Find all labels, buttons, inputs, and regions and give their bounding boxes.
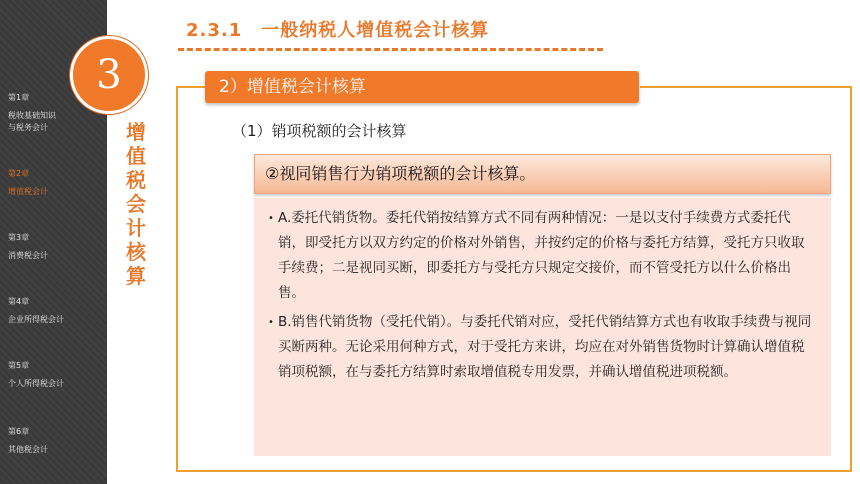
section-title: 2.3.1 一般纳税人增值税会计核算 [186, 20, 490, 41]
sidebar-item-chapter-5[interactable] [8, 360, 64, 390]
sidebar-item-chapter-3[interactable] [8, 232, 48, 262]
subheading: （1）销项税额的会计核算 [232, 122, 407, 140]
vertical-chapter-title [124, 120, 148, 288]
sidebar-item-chapter-1[interactable] [8, 92, 56, 134]
frame-top-left-border [176, 86, 206, 88]
paragraph-b [268, 310, 817, 385]
bullet-icon: • [268, 213, 274, 224]
chapter-name: 企业所得税会计 [8, 315, 64, 324]
chapter-badge [70, 36, 148, 114]
vertical-title-char: 税 [126, 168, 146, 192]
chapter-name: 其他税会计 [8, 445, 48, 454]
section-ribbon: 2）增值税会计核算 [205, 71, 639, 103]
chapter-name: 与税务会计 [8, 123, 48, 132]
sidebar-item-chapter-4[interactable] [8, 296, 64, 326]
chapter-badge-number: 3 [96, 52, 122, 98]
vertical-title-char: 核 [126, 240, 146, 264]
chapter-name: 个人所得税会计 [8, 379, 64, 388]
chapter-number: 第3章 [8, 233, 30, 242]
paragraph-a [268, 206, 817, 306]
frame-top-right-border [640, 86, 850, 88]
chapter-number: 第4章 [8, 297, 30, 306]
chapter-number: 第5章 [8, 361, 30, 370]
bullet-icon: • [268, 317, 274, 328]
chapter-name: 税收基础知识 [8, 111, 56, 120]
chapter-name: 消费税会计 [8, 251, 48, 260]
chapter-number: 第6章 [8, 427, 30, 436]
title-dashed-underline [178, 48, 603, 51]
paragraph-text: B.销售代销货物（受托代销）。与委托代销对应，受托代销结算方式也有收取手续费与视同买断两种。无论采用何种方式，对于受托方来讲，均应在对外销售货物时计算确认增值税销项税额，在与委托方结算时索取增值税专用发票，并确认增值税进项税额。 [278, 314, 812, 380]
vertical-title-char: 增 [126, 120, 146, 144]
vertical-title-char: 计 [126, 216, 146, 240]
sidebar-item-chapter-2[interactable] [8, 168, 48, 198]
paragraph-text: A.委托代销货物。委托代销按结算方式不同有两种情况：一是以支付手续费方式委托代销，即受托方以双方约定的价格对外销售，并按约定的价格与委托方结算，受托方只收取手续费；二是视同买断，即委托方与受托方只规定交接价，而不管受托方以什么价格出售。 [278, 210, 805, 301]
chapter-number: 第1章 [8, 93, 30, 102]
vertical-title-char: 算 [126, 264, 146, 288]
vertical-title-char: 值 [126, 144, 146, 168]
chapter-name: 增值税会计 [8, 187, 48, 196]
content-header: ②视同销售行为销项税额的会计核算。 [254, 154, 831, 194]
sidebar-item-chapter-6[interactable] [8, 426, 48, 456]
chapter-number: 第2章 [8, 169, 30, 178]
content-body [254, 198, 831, 456]
vertical-title-char: 会 [126, 192, 146, 216]
